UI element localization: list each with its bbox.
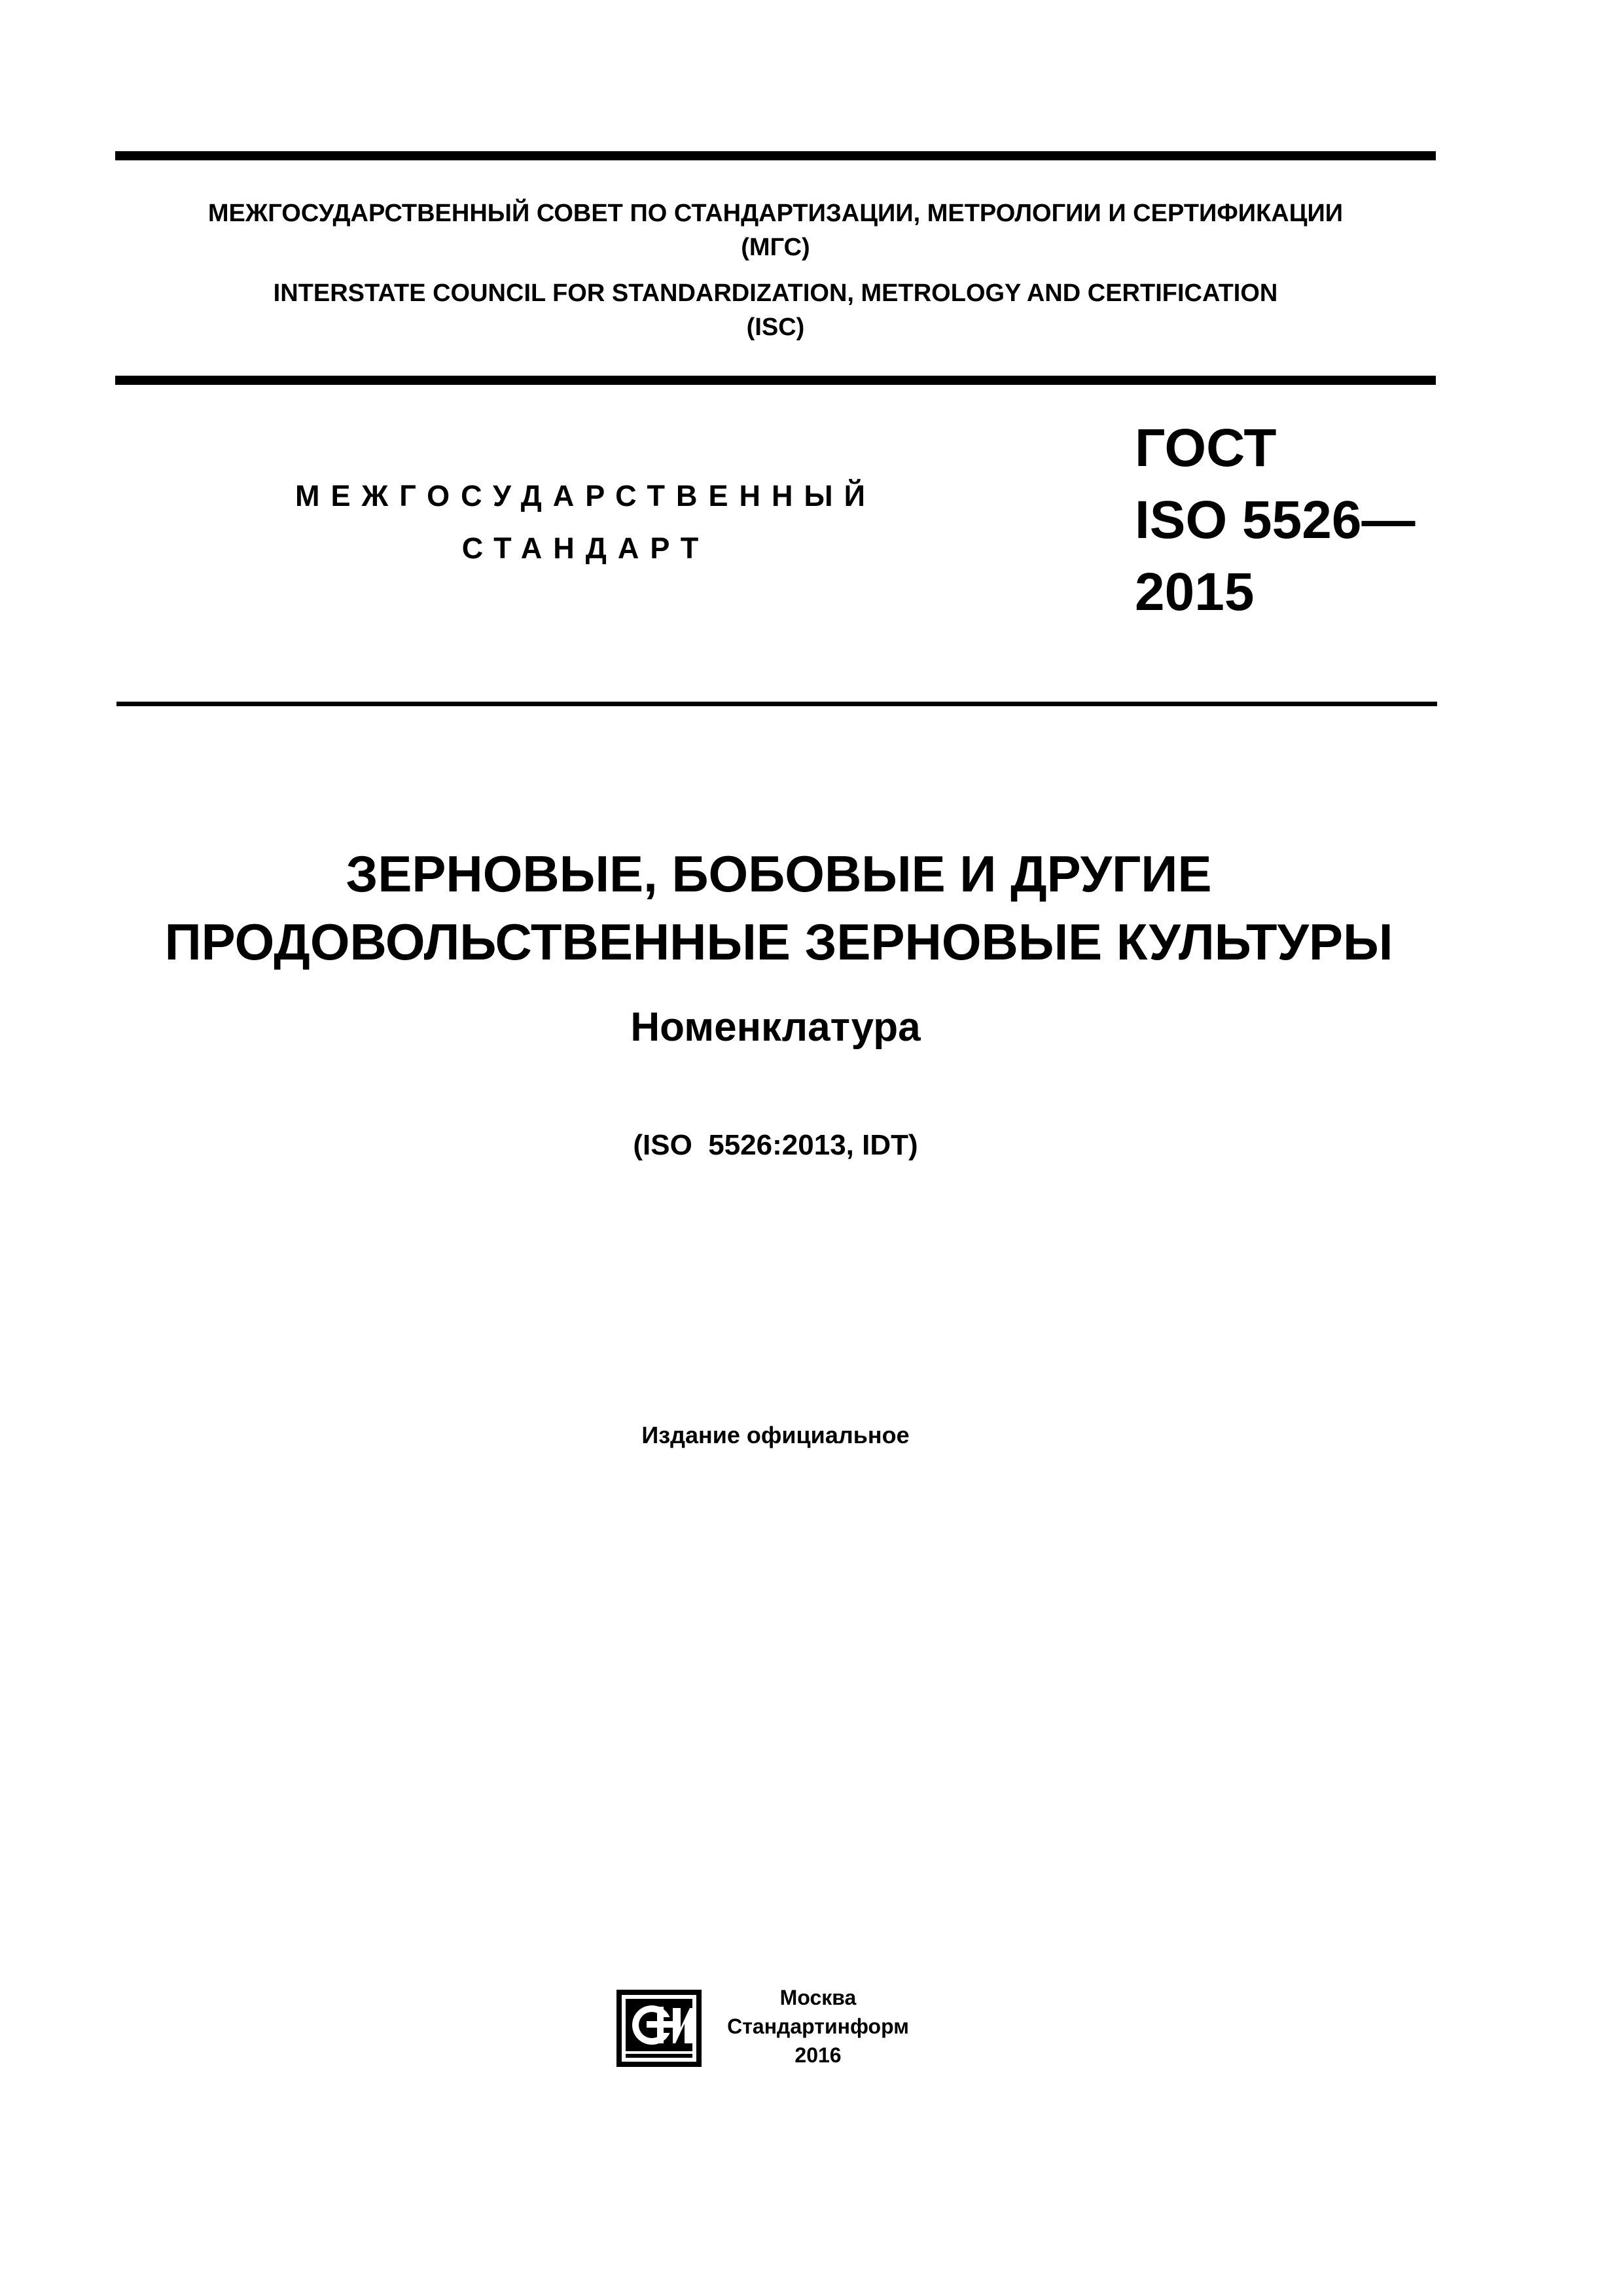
- standard-label: [255, 470, 916, 575]
- council-abbr-en: (ISC): [746, 314, 805, 341]
- council-name-en-line: INTERSTATE COUNCIL FOR STANDARDIZATION, METROLOGY AND CERTIFICATION: [273, 279, 1278, 307]
- iso-reference: (ISO 5526:2013, IDT): [633, 1129, 918, 1161]
- document-title: [65, 840, 1492, 976]
- publication-year: 2016: [794, 2043, 842, 2067]
- standard-label-line1: МЕЖГОСУДАРСТВЕННЫЙ: [295, 479, 876, 512]
- document-title-line2: ПРОДОВОЛЬСТВЕННЫЕ ЗЕРНОВЫЕ КУЛЬТУРЫ: [164, 913, 1393, 971]
- council-abbr-ru: (МГС): [741, 234, 810, 261]
- document-subtitle: Номенклатура: [630, 1005, 921, 1050]
- gost-designation: [1135, 412, 1415, 628]
- gost-line3: 2015: [1135, 562, 1255, 622]
- publisher-name: Стандартинформ: [727, 2015, 909, 2038]
- gost-line1: ГОСТ: [1135, 418, 1277, 478]
- top-rule: [115, 151, 1436, 160]
- middle-rule: [115, 376, 1436, 385]
- document-title-line1: ЗЕРНОВЫЕ, БОБОВЫЕ И ДРУГИЕ: [346, 845, 1212, 903]
- standard-label-line2: СТАНДАРТ: [461, 531, 710, 565]
- publisher-block: [720, 1983, 916, 2070]
- edition-note: Издание официальное: [641, 1422, 910, 1448]
- council-name-ru-line: МЕЖГОСУДАРСТВЕННЫЙ СОВЕТ ПО СТАНДАРТИЗАЦИИ, МЕТРОЛОГИИ И СЕРТИФИКАЦИИ: [207, 200, 1344, 227]
- publisher-city: Москва: [779, 1986, 857, 2009]
- bottom-rule: [116, 702, 1437, 706]
- council-name-en: [115, 276, 1436, 344]
- gost-line2: ISO 5526—: [1135, 490, 1416, 550]
- standartinform-logo-icon: [615, 1988, 703, 2068]
- council-name-ru: [115, 196, 1436, 264]
